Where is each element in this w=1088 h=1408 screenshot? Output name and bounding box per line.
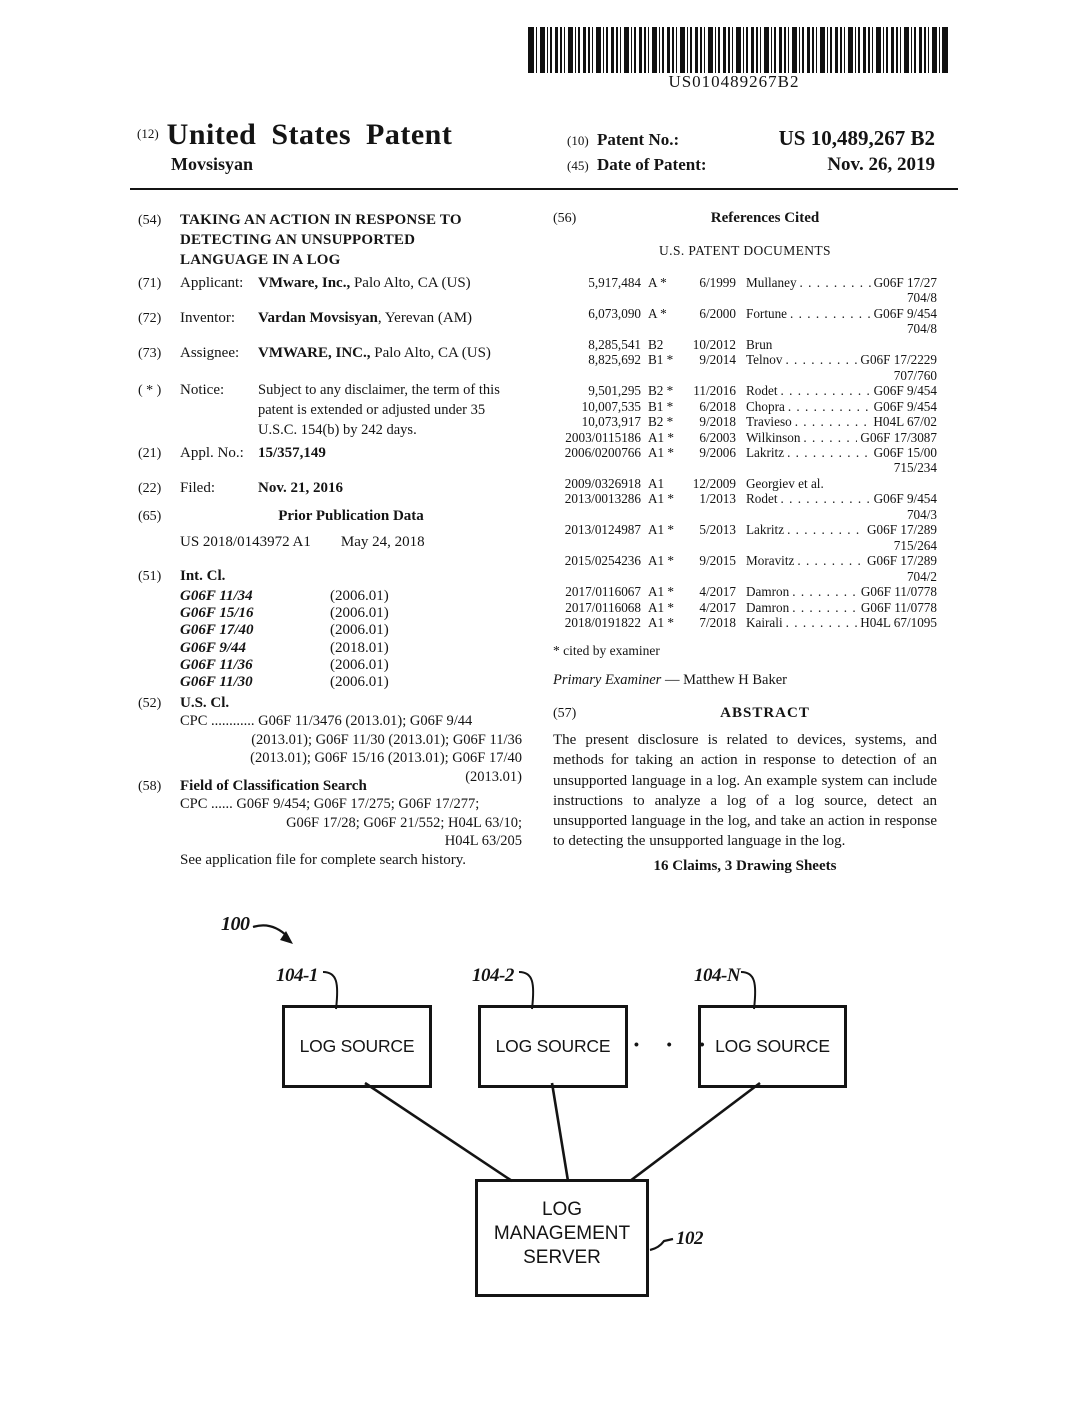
reference-continuation: 715/264	[893, 537, 937, 553]
reference-row: 2018/0191822 A1 * 7/2018 Kairali . . . H04L 67/1095	[553, 615, 937, 630]
figure-ref-100: 100	[221, 913, 250, 935]
log-source-box-2: LOG SOURCE	[478, 1005, 628, 1088]
references-subheading: U.S. PATENT DOCUMENTS	[659, 243, 831, 258]
section-assignee	[138, 345, 522, 362]
patent-number-value: US 10,489,267 B2	[778, 126, 935, 150]
section-number: ( * )	[138, 383, 162, 398]
abstract-text: The present disclosure is related to devices, systems, and methods for taking an action in response to detection of an unsupported language in a log. An example system can include instructions to analyze a log of a log source, detect an unsupported language in the log, and take an action in response to detecting the unsupported language in the log.	[553, 732, 937, 850]
section-number: (57)	[553, 706, 577, 721]
patent-date-value: Nov. 26, 2019	[827, 154, 935, 175]
section-number: (21)	[138, 446, 162, 461]
reference-continuation: 704/8	[906, 290, 937, 306]
section-us-cl	[138, 695, 522, 786]
appl-no-label: Appl. No.:	[180, 445, 244, 461]
reference-row: 2015/0254236 A1 * 9/2015 Moravitz . . . G06F 17/289	[553, 553, 937, 568]
reference-row: 10,007,535 B1 * 6/2018 Chopra . . . G06F 9/454	[553, 399, 937, 414]
assignee-value: VMWARE, INC., Palo Alto, CA (US)	[258, 345, 491, 361]
patent-number-code: (10)	[567, 133, 589, 148]
section-int-cl	[138, 568, 522, 691]
field-cpc: CPC ...... G06F 9/454; G06F 17/275; G06F 17/277; G06F 17/28; G06F 21/552; H04L 63/10; H04L 63/205	[180, 796, 522, 850]
appl-no-value: 15/357,149	[258, 445, 326, 461]
reference-row: 2013/0124987 A1 * 5/2013 Lakritz . . . G06F 17/289	[553, 522, 937, 537]
int-cl-item: G06F 9/44 (2018.01)	[180, 639, 389, 656]
reference-row: 2013/0013286 A1 * 1/2013 Rodet . . . G06F 9/454	[553, 491, 937, 506]
section-number: (65)	[138, 509, 162, 524]
references-table	[553, 275, 937, 630]
int-cl-item: G06F 11/34 (2006.01)	[180, 588, 389, 604]
reference-continuation: 707/760	[893, 367, 937, 383]
reference-row: 5,917,484 A * 6/1999 Mullaney . . . G06F 17/27	[553, 275, 937, 290]
int-cl-item: G06F 15/16 (2006.01)	[180, 605, 389, 622]
section-number: (58)	[138, 779, 162, 794]
section-filed	[138, 480, 522, 497]
reference-row: 10,073,917 B2 * 9/2018 Travieso . . . H04L 67/02	[553, 414, 937, 429]
publication-number: US 2018/0143972 A1	[180, 534, 311, 550]
reference-row: 2009/0326918 A1 12/2009 Georgiev et al.	[564, 475, 824, 491]
assignee-label: Assignee:	[180, 345, 240, 361]
reference-row: 6,073,090 A * 6/2000 Fortune . . . G06F 9/454	[553, 306, 937, 321]
log-management-server-box: LOG MANAGEMENT SERVER	[475, 1179, 649, 1297]
figure-ref-104-N: 104-N	[694, 965, 741, 986]
header-divider	[130, 188, 958, 190]
field-heading: Field of Classification Search	[180, 778, 367, 794]
patent-number-label: Patent No.:	[597, 130, 680, 149]
abstract-heading: ABSTRACT	[720, 705, 810, 721]
section-abstract	[553, 705, 937, 722]
cited-by-examiner-note: * cited by examiner	[553, 643, 660, 658]
inventor-label: Inventor:	[180, 310, 235, 326]
barcode-text: US010489267B2	[668, 72, 800, 91]
patent-date-label: Date of Patent:	[597, 155, 707, 174]
section-number: (51)	[138, 569, 162, 584]
section-number: (73)	[138, 346, 162, 361]
header-left	[137, 118, 452, 175]
publication-date: May 24, 2018	[340, 534, 425, 550]
reference-row: 8,285,541 B2 10/2012 Brun	[588, 336, 773, 352]
references-heading: References Cited	[710, 210, 820, 226]
filed-value: Nov. 21, 2016	[258, 480, 344, 496]
inventor-surname: Movsisyan	[171, 154, 254, 174]
patent-date-row	[567, 153, 935, 178]
section-appl-no	[138, 445, 522, 462]
figure-ref-102: 102	[676, 1228, 703, 1249]
int-cl-list	[180, 588, 522, 691]
notice-label: Notice:	[180, 382, 225, 398]
primary-examiner-name: Matthew H Baker	[683, 672, 787, 688]
section-number: (71)	[138, 276, 162, 291]
patent-number-row	[567, 126, 935, 153]
header-right	[567, 126, 935, 178]
reference-row: 2003/0115186 A1 * 6/2003 Wilkinson . . . G06F 17/3087	[553, 430, 937, 445]
int-cl-item: G06F 11/30 (2006.01)	[180, 674, 389, 691]
primary-examiner-label: Primary Examiner	[553, 672, 662, 688]
filed-label: Filed:	[180, 480, 216, 496]
int-cl-item: G06F 17/40 (2006.01)	[180, 622, 389, 639]
section-notice	[138, 380, 522, 440]
notice-text: Subject to any disclaimer, the term of this patent is extended or adjusted under 35 U.S.C. 154(b) by 242 days.	[258, 382, 500, 438]
invention-title: TAKING AN ACTION IN RESPONSE TO DETECTING AN UNSUPPORTED LANGUAGE IN A LOG	[180, 212, 462, 268]
reference-row: 8,825,692 B1 * 9/2014 Telnov . . . G06F 17/2229	[553, 352, 937, 367]
applicant-label: Applicant:	[180, 275, 244, 291]
reference-continuation: 704/3	[906, 506, 937, 522]
log-source-box-3: LOG SOURCE	[698, 1005, 847, 1088]
section-prior-publication	[138, 508, 522, 551]
us-cl-cpc: CPC ............ G06F 11/3476 (2013.01); G06F 9/44 (2013.01); G06F 11/30 (2013.01); G06F 11/36 (2013.01); G06F 15/16 (2013.01); G06F 17/40 (2013.01)	[180, 713, 522, 785]
inventor-value: Vardan Movsisyan, Yerevan (AM)	[258, 310, 473, 326]
ellipsis-dots: • • •	[634, 1036, 717, 1052]
figure-ref-104-1: 104-1	[276, 965, 318, 986]
section-number: (56)	[553, 211, 577, 226]
barcode	[528, 27, 948, 73]
figure-ref-104-2: 104-2	[472, 965, 514, 986]
reference-row: 2017/0116068 A1 * 4/2017 Damron . . . G06F 11/0778	[553, 600, 937, 615]
applicant-value: VMware, Inc., Palo Alto, CA (US)	[258, 275, 471, 291]
patent-date-code: (45)	[567, 158, 589, 173]
reference-continuation: 704/8	[906, 321, 937, 337]
section-title	[138, 210, 522, 270]
section-applicant	[138, 275, 522, 292]
reference-continuation: 704/2	[906, 568, 937, 584]
reference-row: 2017/0116067 A1 * 4/2017 Damron . . . G06F 11/0778	[553, 584, 937, 599]
section-number: (72)	[138, 311, 162, 326]
section-number: (22)	[138, 481, 162, 496]
section-number: (54)	[138, 213, 162, 228]
primary-examiner-line: Primary Examiner — Matthew H Baker	[553, 672, 787, 688]
reference-continuation: 715/234	[893, 460, 937, 476]
reference-row: 9,501,295 B2 * 11/2016 Rodet . . . G06F 9/454	[553, 383, 937, 398]
int-cl-heading: Int. Cl.	[180, 568, 226, 584]
field-note: See application file for complete search history.	[180, 851, 467, 868]
document-type: United States Patent	[166, 118, 453, 151]
prior-publication-heading: Prior Publication Data	[278, 508, 424, 524]
kind-code-label: (12)	[137, 126, 159, 141]
section-field-of-search	[138, 778, 522, 869]
section-inventor	[138, 310, 522, 327]
log-source-box-1: LOG SOURCE	[282, 1005, 432, 1088]
claims-line: 16 Claims, 3 Drawing Sheets	[653, 858, 837, 874]
us-cl-heading: U.S. Cl.	[180, 695, 230, 711]
int-cl-item: G06F 11/36 (2006.01)	[180, 656, 389, 673]
reference-row: 2006/0200766 A1 * 9/2006 Lakritz . . . G06F 15/00	[553, 445, 937, 460]
section-references	[553, 210, 937, 227]
section-number: (52)	[138, 696, 162, 711]
